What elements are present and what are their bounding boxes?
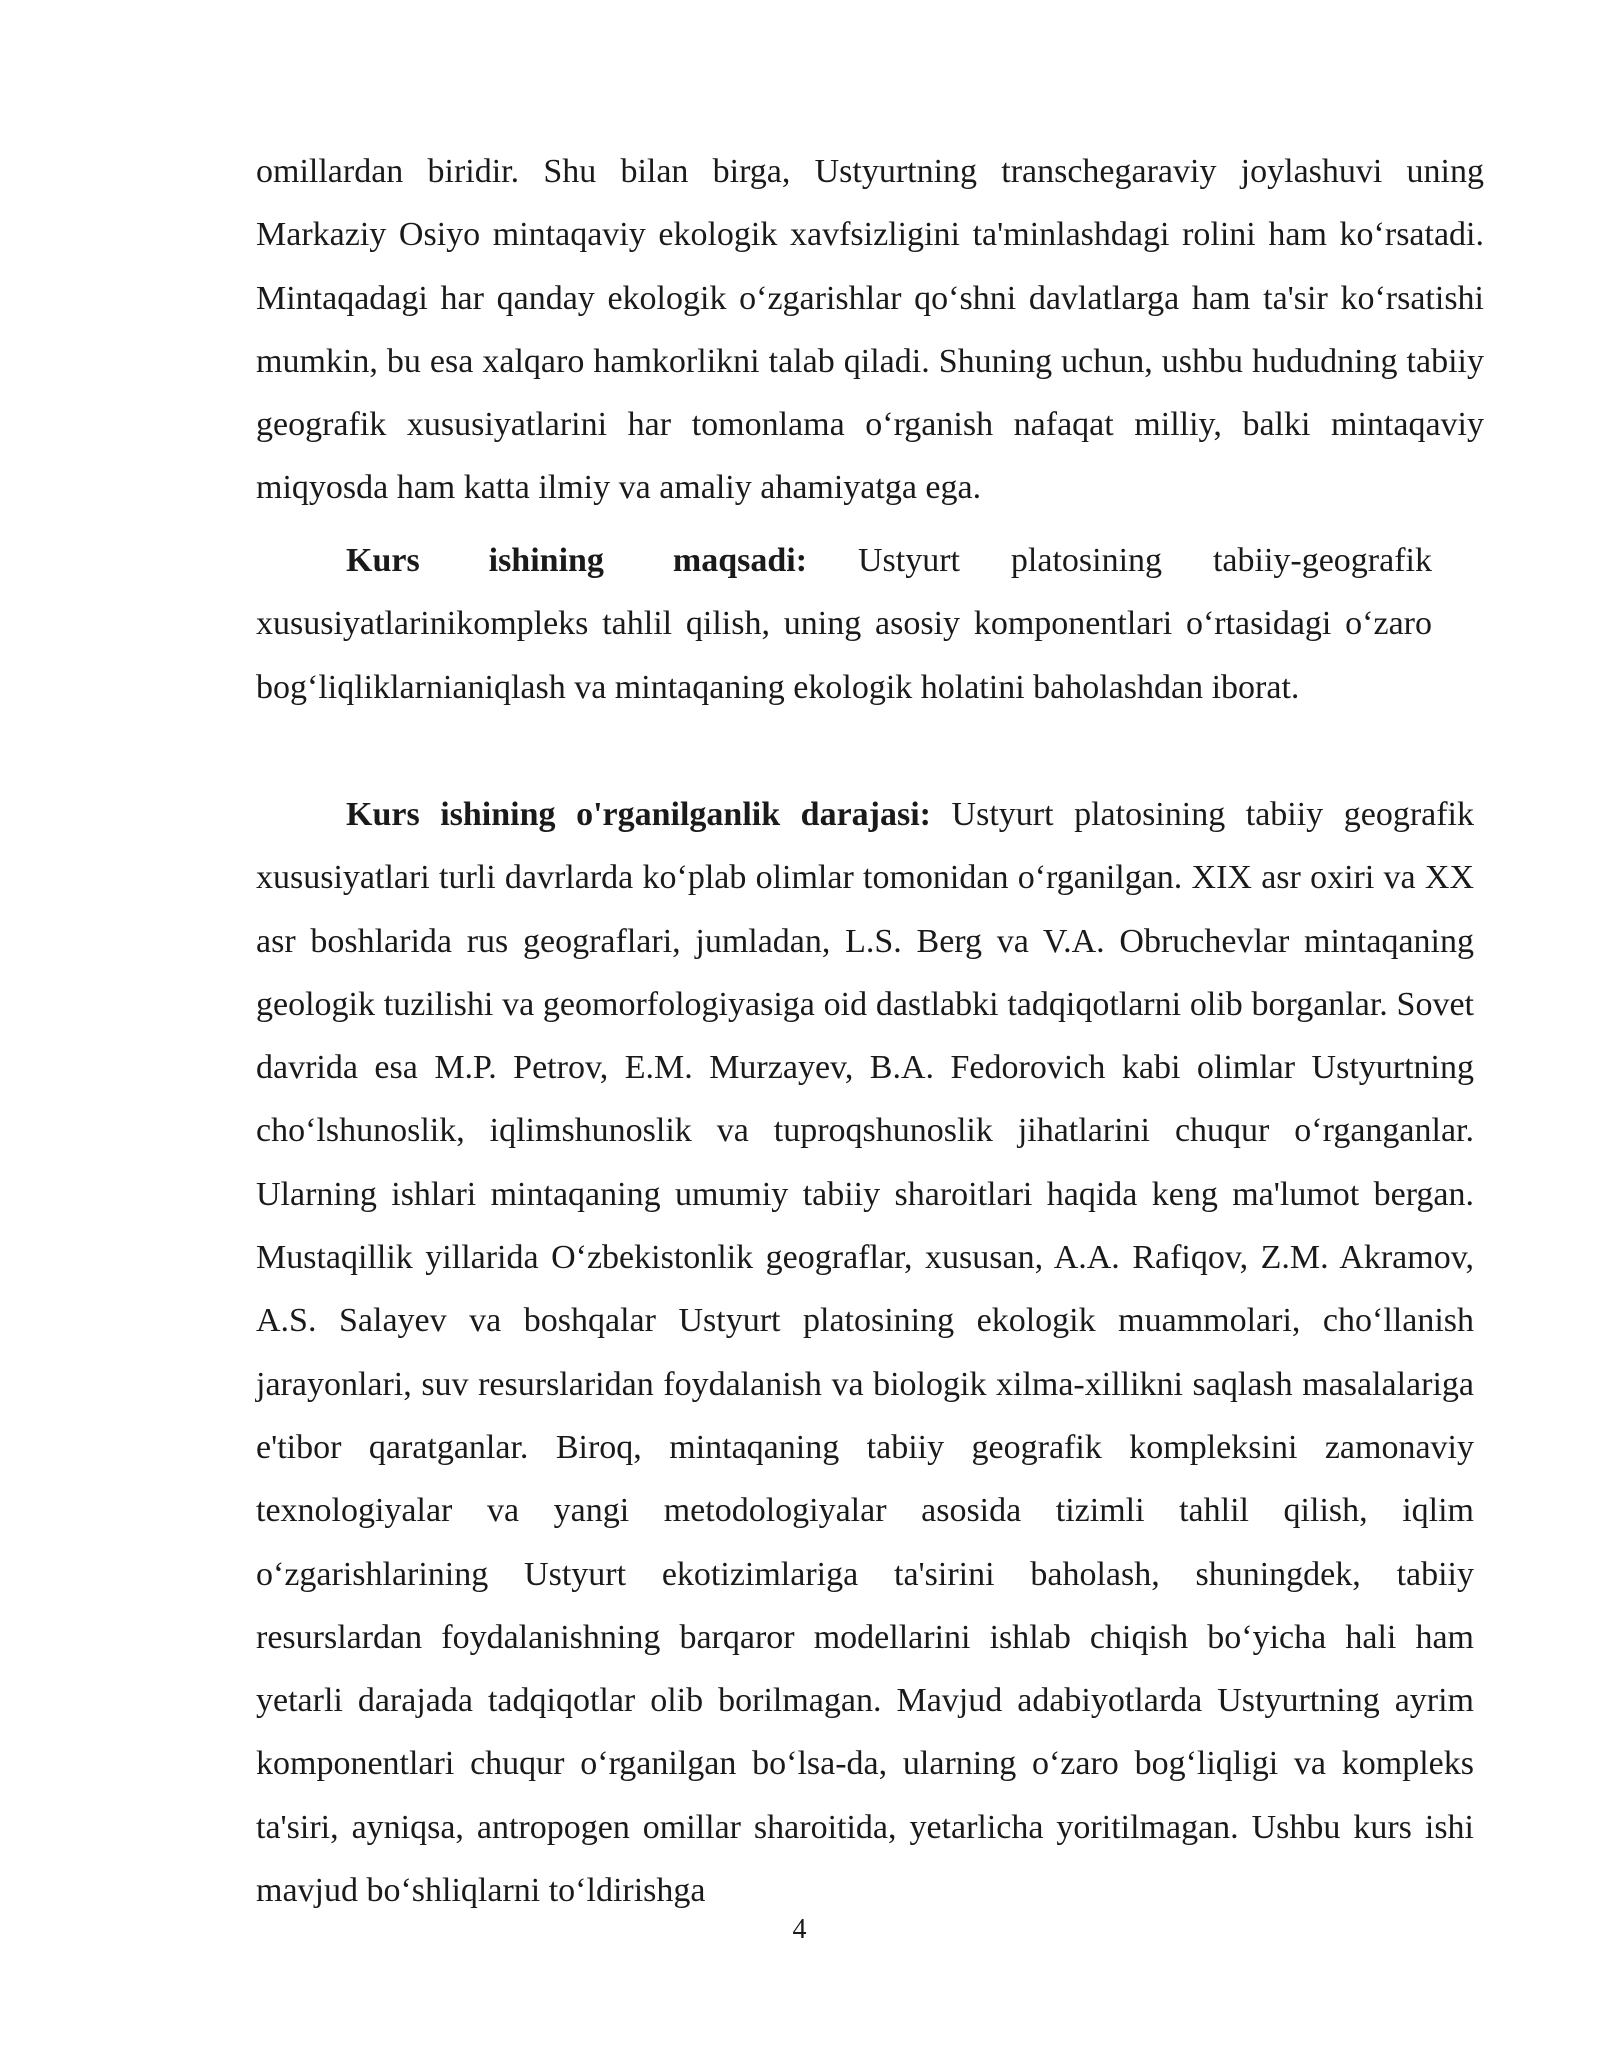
study-text: Ustyurt platosining tabiiy geografik xususiyatlari turli davrlarda ko‘plab olimlar tomonidan o‘rganilgan. XIX asr oxiri va XX asr boshlarida rus geograflari, jumladan, L.S. Berg va V.A. Obruchevlar mintaqaning geologik tuzilishi va geomorfologiyasiga oid dastlabki tadqiqotlarni olib borganlar. Sovet davrida esa M.P. Petrov, E.M. Murzayev, B.A. Fedorovich kabi olimlar Ustyurtning cho‘lshunoslik, iqlimshunoslik va tuproqshunoslik jihatlarini chuqur o‘rganganlar. Ularning ishlari mintaqaning umumiy tabiiy sharoitlari haqida keng ma'lumot bergan. Mustaqillik yillarida O‘zbekistonlik geograflar, xususan, A.A. Rafiqov, Z.M. Akramov, A.S. Salayev va boshqalar Ustyurt platosining ekologik muammolari, cho‘llanish jarayonlari, suv resurslaridan foydalanish va biologik xilma-xillikni saqlash masalalariga e'tibor qaratganlar. Biroq, mintaqaning tabiiy geografik kompleksini zamonaviy texnologiyalar va yangi metodologiyalar asosida tizimli tahlil qilish, iqlim o‘zgarishlarining Ustyurt ekotizimlariga ta'sirini baholash, shuningdek, tabiiy resurslardan foydalanishning barqaror modellarini ishlab chiqish bo‘yicha hali ham yetarli darajada tadqiqotlar olib borilmagan. Mavjud adabiyotlarda Ustyurtning ayrim komponentlari chuqur o‘rganilgan bo‘lsa-da, ularning o‘zaro bog‘liqligi va kompleks ta'siri, ayniqsa, antropogen omillar sharoitida, yetarlicha yoritilmagan. Ushbu kurs ishi mavjud bo‘shliqlarni to‘ldirishga bbox=[256, 796, 1474, 1910]
goal-text: Ustyurt platosining tabiiy-geografik xususiyatlarinikompleks tahlil qilish, uning asosiy komponentlari o‘rtasidagi o‘zaro bog‘liqliklarnianiqlash va mintaqaning ekologik holatini baholashdan iborat. bbox=[256, 542, 1432, 706]
paragraph-continuation bbox=[256, 140, 1484, 520]
paragraph-continuation-text: omillardan biridir. Shu bilan birga, Ustyurtning transchegaraviy joylashuvi uning Markaziy Osiyo mintaqaviy ekologik xavfsizligini ta'minlashdagi rolini ham ko‘rsatadi. Mintaqadagi har qanday ekologik o‘zgarishlar qo‘shni davlatlarga ham ta'sir ko‘rsatishi mumkin, bu esa xalqaro hamkorlikni talab qiladi. Shuning uchun, ushbu hududning tabiiy geografik xususiyatlarini har tomonlama o‘rganish nafaqat milliy, balki mintaqaviy miqyosda ham katta ilmiy va amaliy ahamiyatga ega. bbox=[256, 153, 1484, 507]
goal-heading: Kurs ishining maqsadi: bbox=[346, 542, 808, 579]
paragraph-goal bbox=[256, 529, 1432, 719]
paragraph-study-level bbox=[256, 783, 1474, 1922]
study-heading: Kurs ishining o'rganilganlik darajasi: bbox=[346, 796, 931, 833]
page-number: 4 bbox=[792, 1914, 808, 1945]
